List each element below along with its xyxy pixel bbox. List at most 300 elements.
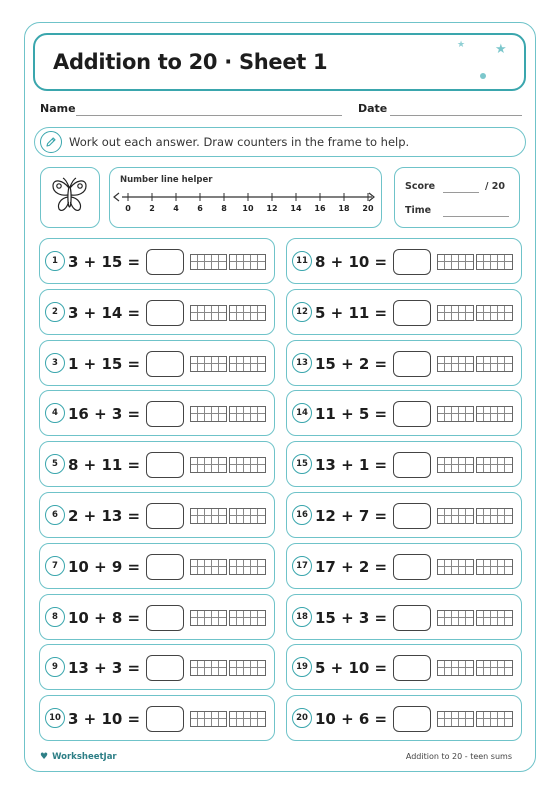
ten-frame-cell[interactable] bbox=[205, 407, 212, 414]
ten-frame-cell[interactable] bbox=[505, 712, 512, 719]
answer-box[interactable] bbox=[393, 452, 431, 478]
ten-frame-cell[interactable] bbox=[438, 668, 445, 675]
ten-frame-cell[interactable] bbox=[198, 407, 205, 414]
ten-frame-cell[interactable] bbox=[452, 661, 459, 668]
ten-frame[interactable] bbox=[476, 559, 513, 575]
ten-frame[interactable] bbox=[190, 610, 227, 626]
ten-frame-cell[interactable] bbox=[477, 465, 484, 472]
ten-frame[interactable] bbox=[229, 508, 266, 524]
ten-frame-cell[interactable] bbox=[219, 306, 226, 313]
ten-frame-cell[interactable] bbox=[237, 407, 244, 414]
ten-frame-cell[interactable] bbox=[244, 357, 251, 364]
ten-frame-cell[interactable] bbox=[212, 712, 219, 719]
ten-frame[interactable] bbox=[437, 559, 474, 575]
ten-frame-cell[interactable] bbox=[466, 465, 473, 472]
ten-frame-cell[interactable] bbox=[258, 313, 265, 320]
ten-frame-cell[interactable] bbox=[445, 668, 452, 675]
ten-frame-cell[interactable] bbox=[219, 618, 226, 625]
ten-frame-cell[interactable] bbox=[219, 414, 226, 421]
ten-frame-cell[interactable] bbox=[459, 364, 466, 371]
ten-frame-cell[interactable] bbox=[244, 567, 251, 574]
ten-frame-cell[interactable] bbox=[505, 567, 512, 574]
ten-frame[interactable] bbox=[437, 305, 474, 321]
ten-frame-cell[interactable] bbox=[205, 618, 212, 625]
ten-frame-cell[interactable] bbox=[452, 719, 459, 726]
ten-frame-cell[interactable] bbox=[219, 611, 226, 618]
ten-frame-cell[interactable] bbox=[198, 465, 205, 472]
ten-frame-cell[interactable] bbox=[477, 458, 484, 465]
ten-frame-cell[interactable] bbox=[230, 661, 237, 668]
ten-frame-cell[interactable] bbox=[212, 516, 219, 523]
ten-frame-cell[interactable] bbox=[251, 567, 258, 574]
ten-frame-cell[interactable] bbox=[438, 458, 445, 465]
ten-frame-cell[interactable] bbox=[198, 567, 205, 574]
ten-frame[interactable] bbox=[437, 660, 474, 676]
ten-frame-cell[interactable] bbox=[466, 357, 473, 364]
ten-frame-cell[interactable] bbox=[258, 560, 265, 567]
ten-frame-cell[interactable] bbox=[498, 509, 505, 516]
ten-frame-cell[interactable] bbox=[484, 306, 491, 313]
ten-frame-cell[interactable] bbox=[244, 458, 251, 465]
ten-frame-cell[interactable] bbox=[438, 465, 445, 472]
ten-frame-cell[interactable] bbox=[251, 458, 258, 465]
ten-frame-cell[interactable] bbox=[505, 509, 512, 516]
ten-frame-cell[interactable] bbox=[498, 407, 505, 414]
ten-frame-cell[interactable] bbox=[237, 509, 244, 516]
ten-frame-cell[interactable] bbox=[459, 255, 466, 262]
ten-frame-cell[interactable] bbox=[198, 414, 205, 421]
ten-frame-cell[interactable] bbox=[466, 661, 473, 668]
ten-frame-cell[interactable] bbox=[258, 458, 265, 465]
ten-frame-cell[interactable] bbox=[251, 611, 258, 618]
ten-frame-cell[interactable] bbox=[205, 458, 212, 465]
ten-frame-cell[interactable] bbox=[498, 719, 505, 726]
ten-frame-cell[interactable] bbox=[459, 719, 466, 726]
answer-box[interactable] bbox=[393, 249, 431, 275]
ten-frame-cell[interactable] bbox=[191, 255, 198, 262]
ten-frame-cell[interactable] bbox=[445, 516, 452, 523]
ten-frame-cell[interactable] bbox=[484, 414, 491, 421]
ten-frame[interactable] bbox=[190, 711, 227, 727]
ten-frame-cell[interactable] bbox=[438, 414, 445, 421]
ten-frame-cell[interactable] bbox=[230, 458, 237, 465]
ten-frame-cell[interactable] bbox=[484, 567, 491, 574]
ten-frame-cell[interactable] bbox=[445, 465, 452, 472]
ten-frame-cell[interactable] bbox=[191, 364, 198, 371]
ten-frame-cell[interactable] bbox=[258, 407, 265, 414]
ten-frame-cell[interactable] bbox=[258, 567, 265, 574]
ten-frame-cell[interactable] bbox=[505, 407, 512, 414]
ten-frame-cell[interactable] bbox=[445, 357, 452, 364]
ten-frame-cell[interactable] bbox=[452, 262, 459, 269]
ten-frame-cell[interactable] bbox=[251, 407, 258, 414]
ten-frame-cell[interactable] bbox=[212, 306, 219, 313]
ten-frame-cell[interactable] bbox=[452, 668, 459, 675]
ten-frame-cell[interactable] bbox=[237, 313, 244, 320]
ten-frame-cell[interactable] bbox=[258, 465, 265, 472]
ten-frame-cell[interactable] bbox=[498, 661, 505, 668]
ten-frame[interactable] bbox=[229, 305, 266, 321]
ten-frame-cell[interactable] bbox=[205, 357, 212, 364]
ten-frame-cell[interactable] bbox=[452, 414, 459, 421]
ten-frame-cell[interactable] bbox=[498, 357, 505, 364]
ten-frame-cell[interactable] bbox=[491, 719, 498, 726]
ten-frame-cell[interactable] bbox=[205, 509, 212, 516]
ten-frame-cell[interactable] bbox=[219, 516, 226, 523]
ten-frame[interactable] bbox=[190, 457, 227, 473]
ten-frame-cell[interactable] bbox=[491, 509, 498, 516]
ten-frame-cell[interactable] bbox=[251, 465, 258, 472]
answer-box[interactable] bbox=[393, 503, 431, 529]
ten-frame-cell[interactable] bbox=[477, 567, 484, 574]
ten-frame-cell[interactable] bbox=[191, 618, 198, 625]
ten-frame-cell[interactable] bbox=[477, 407, 484, 414]
ten-frame[interactable] bbox=[437, 711, 474, 727]
ten-frame-cell[interactable] bbox=[219, 712, 226, 719]
ten-frame[interactable] bbox=[476, 305, 513, 321]
ten-frame-cell[interactable] bbox=[230, 618, 237, 625]
ten-frame-cell[interactable] bbox=[438, 618, 445, 625]
ten-frame-cell[interactable] bbox=[459, 668, 466, 675]
answer-box[interactable] bbox=[146, 706, 184, 732]
ten-frame-cell[interactable] bbox=[258, 719, 265, 726]
ten-frame-cell[interactable] bbox=[230, 306, 237, 313]
ten-frame-cell[interactable] bbox=[505, 357, 512, 364]
ten-frame[interactable] bbox=[229, 457, 266, 473]
ten-frame-cell[interactable] bbox=[438, 611, 445, 618]
ten-frame-cell[interactable] bbox=[438, 357, 445, 364]
ten-frame-cell[interactable] bbox=[237, 611, 244, 618]
ten-frame-cell[interactable] bbox=[244, 516, 251, 523]
ten-frame-cell[interactable] bbox=[491, 611, 498, 618]
ten-frame-cell[interactable] bbox=[452, 560, 459, 567]
answer-box[interactable] bbox=[146, 300, 184, 326]
ten-frame-cell[interactable] bbox=[205, 668, 212, 675]
ten-frame-cell[interactable] bbox=[484, 516, 491, 523]
ten-frame-cell[interactable] bbox=[498, 262, 505, 269]
ten-frame-cell[interactable] bbox=[219, 567, 226, 574]
ten-frame[interactable] bbox=[476, 711, 513, 727]
ten-frame-cell[interactable] bbox=[237, 414, 244, 421]
ten-frame-cell[interactable] bbox=[491, 357, 498, 364]
ten-frame-cell[interactable] bbox=[258, 618, 265, 625]
ten-frame[interactable] bbox=[476, 457, 513, 473]
ten-frame-cell[interactable] bbox=[466, 516, 473, 523]
ten-frame-cell[interactable] bbox=[498, 313, 505, 320]
ten-frame-cell[interactable] bbox=[191, 560, 198, 567]
ten-frame-cell[interactable] bbox=[452, 509, 459, 516]
ten-frame-cell[interactable] bbox=[466, 668, 473, 675]
answer-box[interactable] bbox=[146, 351, 184, 377]
ten-frame-cell[interactable] bbox=[198, 618, 205, 625]
answer-box[interactable] bbox=[393, 554, 431, 580]
ten-frame-cell[interactable] bbox=[230, 407, 237, 414]
ten-frame[interactable] bbox=[190, 508, 227, 524]
ten-frame-cell[interactable] bbox=[219, 668, 226, 675]
ten-frame-cell[interactable] bbox=[466, 262, 473, 269]
name-field[interactable] bbox=[76, 115, 342, 116]
ten-frame-cell[interactable] bbox=[477, 306, 484, 313]
ten-frame-cell[interactable] bbox=[251, 509, 258, 516]
ten-frame-cell[interactable] bbox=[191, 509, 198, 516]
ten-frame-cell[interactable] bbox=[491, 306, 498, 313]
ten-frame-cell[interactable] bbox=[445, 661, 452, 668]
ten-frame-cell[interactable] bbox=[452, 465, 459, 472]
ten-frame-cell[interactable] bbox=[198, 364, 205, 371]
ten-frame-cell[interactable] bbox=[445, 712, 452, 719]
ten-frame-cell[interactable] bbox=[491, 661, 498, 668]
ten-frame-cell[interactable] bbox=[219, 407, 226, 414]
ten-frame-cell[interactable] bbox=[491, 668, 498, 675]
ten-frame-cell[interactable] bbox=[452, 618, 459, 625]
answer-box[interactable] bbox=[146, 401, 184, 427]
ten-frame-cell[interactable] bbox=[477, 364, 484, 371]
ten-frame-cell[interactable] bbox=[258, 357, 265, 364]
ten-frame-cell[interactable] bbox=[230, 719, 237, 726]
ten-frame[interactable] bbox=[476, 356, 513, 372]
ten-frame-cell[interactable] bbox=[251, 364, 258, 371]
ten-frame-cell[interactable] bbox=[212, 668, 219, 675]
ten-frame-cell[interactable] bbox=[212, 560, 219, 567]
ten-frame-cell[interactable] bbox=[491, 262, 498, 269]
ten-frame-cell[interactable] bbox=[438, 407, 445, 414]
ten-frame-cell[interactable] bbox=[258, 364, 265, 371]
ten-frame-cell[interactable] bbox=[212, 611, 219, 618]
ten-frame-cell[interactable] bbox=[237, 255, 244, 262]
ten-frame-cell[interactable] bbox=[237, 668, 244, 675]
ten-frame-cell[interactable] bbox=[484, 668, 491, 675]
ten-frame-cell[interactable] bbox=[258, 255, 265, 262]
ten-frame-cell[interactable] bbox=[191, 313, 198, 320]
ten-frame-cell[interactable] bbox=[438, 712, 445, 719]
ten-frame-cell[interactable] bbox=[205, 611, 212, 618]
ten-frame-cell[interactable] bbox=[466, 567, 473, 574]
ten-frame[interactable] bbox=[476, 610, 513, 626]
score-field[interactable] bbox=[443, 192, 479, 193]
ten-frame-cell[interactable] bbox=[237, 306, 244, 313]
ten-frame-cell[interactable] bbox=[205, 262, 212, 269]
ten-frame-cell[interactable] bbox=[205, 255, 212, 262]
ten-frame-cell[interactable] bbox=[212, 661, 219, 668]
ten-frame-cell[interactable] bbox=[477, 516, 484, 523]
ten-frame-cell[interactable] bbox=[498, 465, 505, 472]
ten-frame-cell[interactable] bbox=[205, 712, 212, 719]
ten-frame-cell[interactable] bbox=[445, 618, 452, 625]
ten-frame-cell[interactable] bbox=[505, 306, 512, 313]
ten-frame-cell[interactable] bbox=[466, 618, 473, 625]
ten-frame-cell[interactable] bbox=[212, 313, 219, 320]
ten-frame-cell[interactable] bbox=[477, 719, 484, 726]
ten-frame-cell[interactable] bbox=[459, 567, 466, 574]
ten-frame[interactable] bbox=[437, 356, 474, 372]
date-field[interactable] bbox=[390, 115, 522, 116]
ten-frame[interactable] bbox=[190, 305, 227, 321]
ten-frame[interactable] bbox=[476, 406, 513, 422]
ten-frame-cell[interactable] bbox=[445, 458, 452, 465]
ten-frame-cell[interactable] bbox=[230, 414, 237, 421]
ten-frame-cell[interactable] bbox=[191, 516, 198, 523]
ten-frame-cell[interactable] bbox=[230, 668, 237, 675]
ten-frame-cell[interactable] bbox=[205, 465, 212, 472]
ten-frame-cell[interactable] bbox=[452, 357, 459, 364]
ten-frame-cell[interactable] bbox=[466, 719, 473, 726]
ten-frame-cell[interactable] bbox=[191, 668, 198, 675]
ten-frame-cell[interactable] bbox=[477, 712, 484, 719]
ten-frame-cell[interactable] bbox=[498, 306, 505, 313]
ten-frame-cell[interactable] bbox=[198, 458, 205, 465]
ten-frame-cell[interactable] bbox=[505, 611, 512, 618]
ten-frame-cell[interactable] bbox=[212, 262, 219, 269]
ten-frame-cell[interactable] bbox=[505, 262, 512, 269]
answer-box[interactable] bbox=[146, 452, 184, 478]
ten-frame-cell[interactable] bbox=[212, 458, 219, 465]
ten-frame-cell[interactable] bbox=[477, 560, 484, 567]
ten-frame-cell[interactable] bbox=[198, 661, 205, 668]
ten-frame-cell[interactable] bbox=[244, 414, 251, 421]
ten-frame-cell[interactable] bbox=[251, 357, 258, 364]
ten-frame-cell[interactable] bbox=[438, 516, 445, 523]
ten-frame-cell[interactable] bbox=[251, 719, 258, 726]
ten-frame-cell[interactable] bbox=[244, 364, 251, 371]
ten-frame-cell[interactable] bbox=[198, 357, 205, 364]
ten-frame-cell[interactable] bbox=[212, 414, 219, 421]
ten-frame-cell[interactable] bbox=[466, 458, 473, 465]
ten-frame-cell[interactable] bbox=[198, 262, 205, 269]
ten-frame-cell[interactable] bbox=[244, 262, 251, 269]
ten-frame-cell[interactable] bbox=[484, 661, 491, 668]
ten-frame-cell[interactable] bbox=[459, 661, 466, 668]
ten-frame-cell[interactable] bbox=[438, 255, 445, 262]
ten-frame-cell[interactable] bbox=[466, 712, 473, 719]
ten-frame-cell[interactable] bbox=[438, 313, 445, 320]
ten-frame-cell[interactable] bbox=[244, 313, 251, 320]
ten-frame-cell[interactable] bbox=[505, 458, 512, 465]
ten-frame-cell[interactable] bbox=[219, 719, 226, 726]
ten-frame-cell[interactable] bbox=[251, 668, 258, 675]
ten-frame[interactable] bbox=[190, 254, 227, 270]
answer-box[interactable] bbox=[393, 401, 431, 427]
ten-frame-cell[interactable] bbox=[445, 255, 452, 262]
ten-frame-cell[interactable] bbox=[438, 262, 445, 269]
ten-frame-cell[interactable] bbox=[445, 560, 452, 567]
ten-frame-cell[interactable] bbox=[191, 661, 198, 668]
ten-frame-cell[interactable] bbox=[230, 465, 237, 472]
ten-frame-cell[interactable] bbox=[244, 509, 251, 516]
ten-frame-cell[interactable] bbox=[459, 712, 466, 719]
ten-frame-cell[interactable] bbox=[205, 567, 212, 574]
ten-frame-cell[interactable] bbox=[452, 364, 459, 371]
answer-box[interactable] bbox=[146, 503, 184, 529]
ten-frame-cell[interactable] bbox=[230, 611, 237, 618]
ten-frame-cell[interactable] bbox=[237, 661, 244, 668]
ten-frame-cell[interactable] bbox=[258, 516, 265, 523]
ten-frame-cell[interactable] bbox=[258, 262, 265, 269]
ten-frame-cell[interactable] bbox=[191, 306, 198, 313]
ten-frame[interactable] bbox=[476, 508, 513, 524]
ten-frame-cell[interactable] bbox=[477, 262, 484, 269]
ten-frame-cell[interactable] bbox=[505, 465, 512, 472]
ten-frame-cell[interactable] bbox=[191, 611, 198, 618]
ten-frame-cell[interactable] bbox=[459, 306, 466, 313]
ten-frame-cell[interactable] bbox=[219, 255, 226, 262]
ten-frame[interactable] bbox=[229, 406, 266, 422]
ten-frame-cell[interactable] bbox=[505, 364, 512, 371]
ten-frame-cell[interactable] bbox=[205, 414, 212, 421]
ten-frame-cell[interactable] bbox=[466, 611, 473, 618]
ten-frame-cell[interactable] bbox=[191, 458, 198, 465]
ten-frame-cell[interactable] bbox=[505, 560, 512, 567]
ten-frame-cell[interactable] bbox=[244, 719, 251, 726]
ten-frame-cell[interactable] bbox=[484, 560, 491, 567]
ten-frame-cell[interactable] bbox=[445, 364, 452, 371]
ten-frame-cell[interactable] bbox=[459, 313, 466, 320]
ten-frame-cell[interactable] bbox=[205, 364, 212, 371]
ten-frame-cell[interactable] bbox=[445, 611, 452, 618]
ten-frame-cell[interactable] bbox=[198, 611, 205, 618]
ten-frame-cell[interactable] bbox=[491, 458, 498, 465]
ten-frame-cell[interactable] bbox=[466, 313, 473, 320]
ten-frame-cell[interactable] bbox=[258, 668, 265, 675]
ten-frame-cell[interactable] bbox=[505, 516, 512, 523]
ten-frame-cell[interactable] bbox=[484, 458, 491, 465]
answer-box[interactable] bbox=[146, 605, 184, 631]
ten-frame-cell[interactable] bbox=[230, 712, 237, 719]
ten-frame-cell[interactable] bbox=[445, 509, 452, 516]
ten-frame-cell[interactable] bbox=[219, 465, 226, 472]
ten-frame-cell[interactable] bbox=[459, 516, 466, 523]
ten-frame[interactable] bbox=[190, 660, 227, 676]
ten-frame-cell[interactable] bbox=[230, 255, 237, 262]
ten-frame-cell[interactable] bbox=[498, 618, 505, 625]
ten-frame-cell[interactable] bbox=[244, 712, 251, 719]
ten-frame-cell[interactable] bbox=[237, 560, 244, 567]
ten-frame-cell[interactable] bbox=[484, 255, 491, 262]
ten-frame-cell[interactable] bbox=[445, 262, 452, 269]
ten-frame-cell[interactable] bbox=[198, 560, 205, 567]
ten-frame-cell[interactable] bbox=[498, 712, 505, 719]
ten-frame-cell[interactable] bbox=[498, 414, 505, 421]
ten-frame[interactable] bbox=[437, 457, 474, 473]
ten-frame-cell[interactable] bbox=[466, 255, 473, 262]
ten-frame-cell[interactable] bbox=[219, 560, 226, 567]
ten-frame-cell[interactable] bbox=[459, 465, 466, 472]
ten-frame-cell[interactable] bbox=[191, 414, 198, 421]
ten-frame-cell[interactable] bbox=[477, 255, 484, 262]
ten-frame-cell[interactable] bbox=[258, 509, 265, 516]
answer-box[interactable] bbox=[393, 655, 431, 681]
ten-frame-cell[interactable] bbox=[258, 306, 265, 313]
ten-frame-cell[interactable] bbox=[477, 414, 484, 421]
ten-frame-cell[interactable] bbox=[452, 611, 459, 618]
ten-frame-cell[interactable] bbox=[219, 509, 226, 516]
ten-frame-cell[interactable] bbox=[445, 719, 452, 726]
ten-frame-cell[interactable] bbox=[258, 661, 265, 668]
ten-frame-cell[interactable] bbox=[244, 611, 251, 618]
ten-frame-cell[interactable] bbox=[491, 255, 498, 262]
ten-frame-cell[interactable] bbox=[491, 516, 498, 523]
ten-frame-cell[interactable] bbox=[466, 509, 473, 516]
ten-frame-cell[interactable] bbox=[438, 509, 445, 516]
ten-frame-cell[interactable] bbox=[438, 719, 445, 726]
ten-frame-cell[interactable] bbox=[191, 407, 198, 414]
ten-frame[interactable] bbox=[437, 406, 474, 422]
ten-frame-cell[interactable] bbox=[484, 465, 491, 472]
ten-frame-cell[interactable] bbox=[498, 458, 505, 465]
ten-frame-cell[interactable] bbox=[498, 560, 505, 567]
ten-frame-cell[interactable] bbox=[237, 618, 244, 625]
ten-frame-cell[interactable] bbox=[219, 661, 226, 668]
ten-frame[interactable] bbox=[437, 508, 474, 524]
